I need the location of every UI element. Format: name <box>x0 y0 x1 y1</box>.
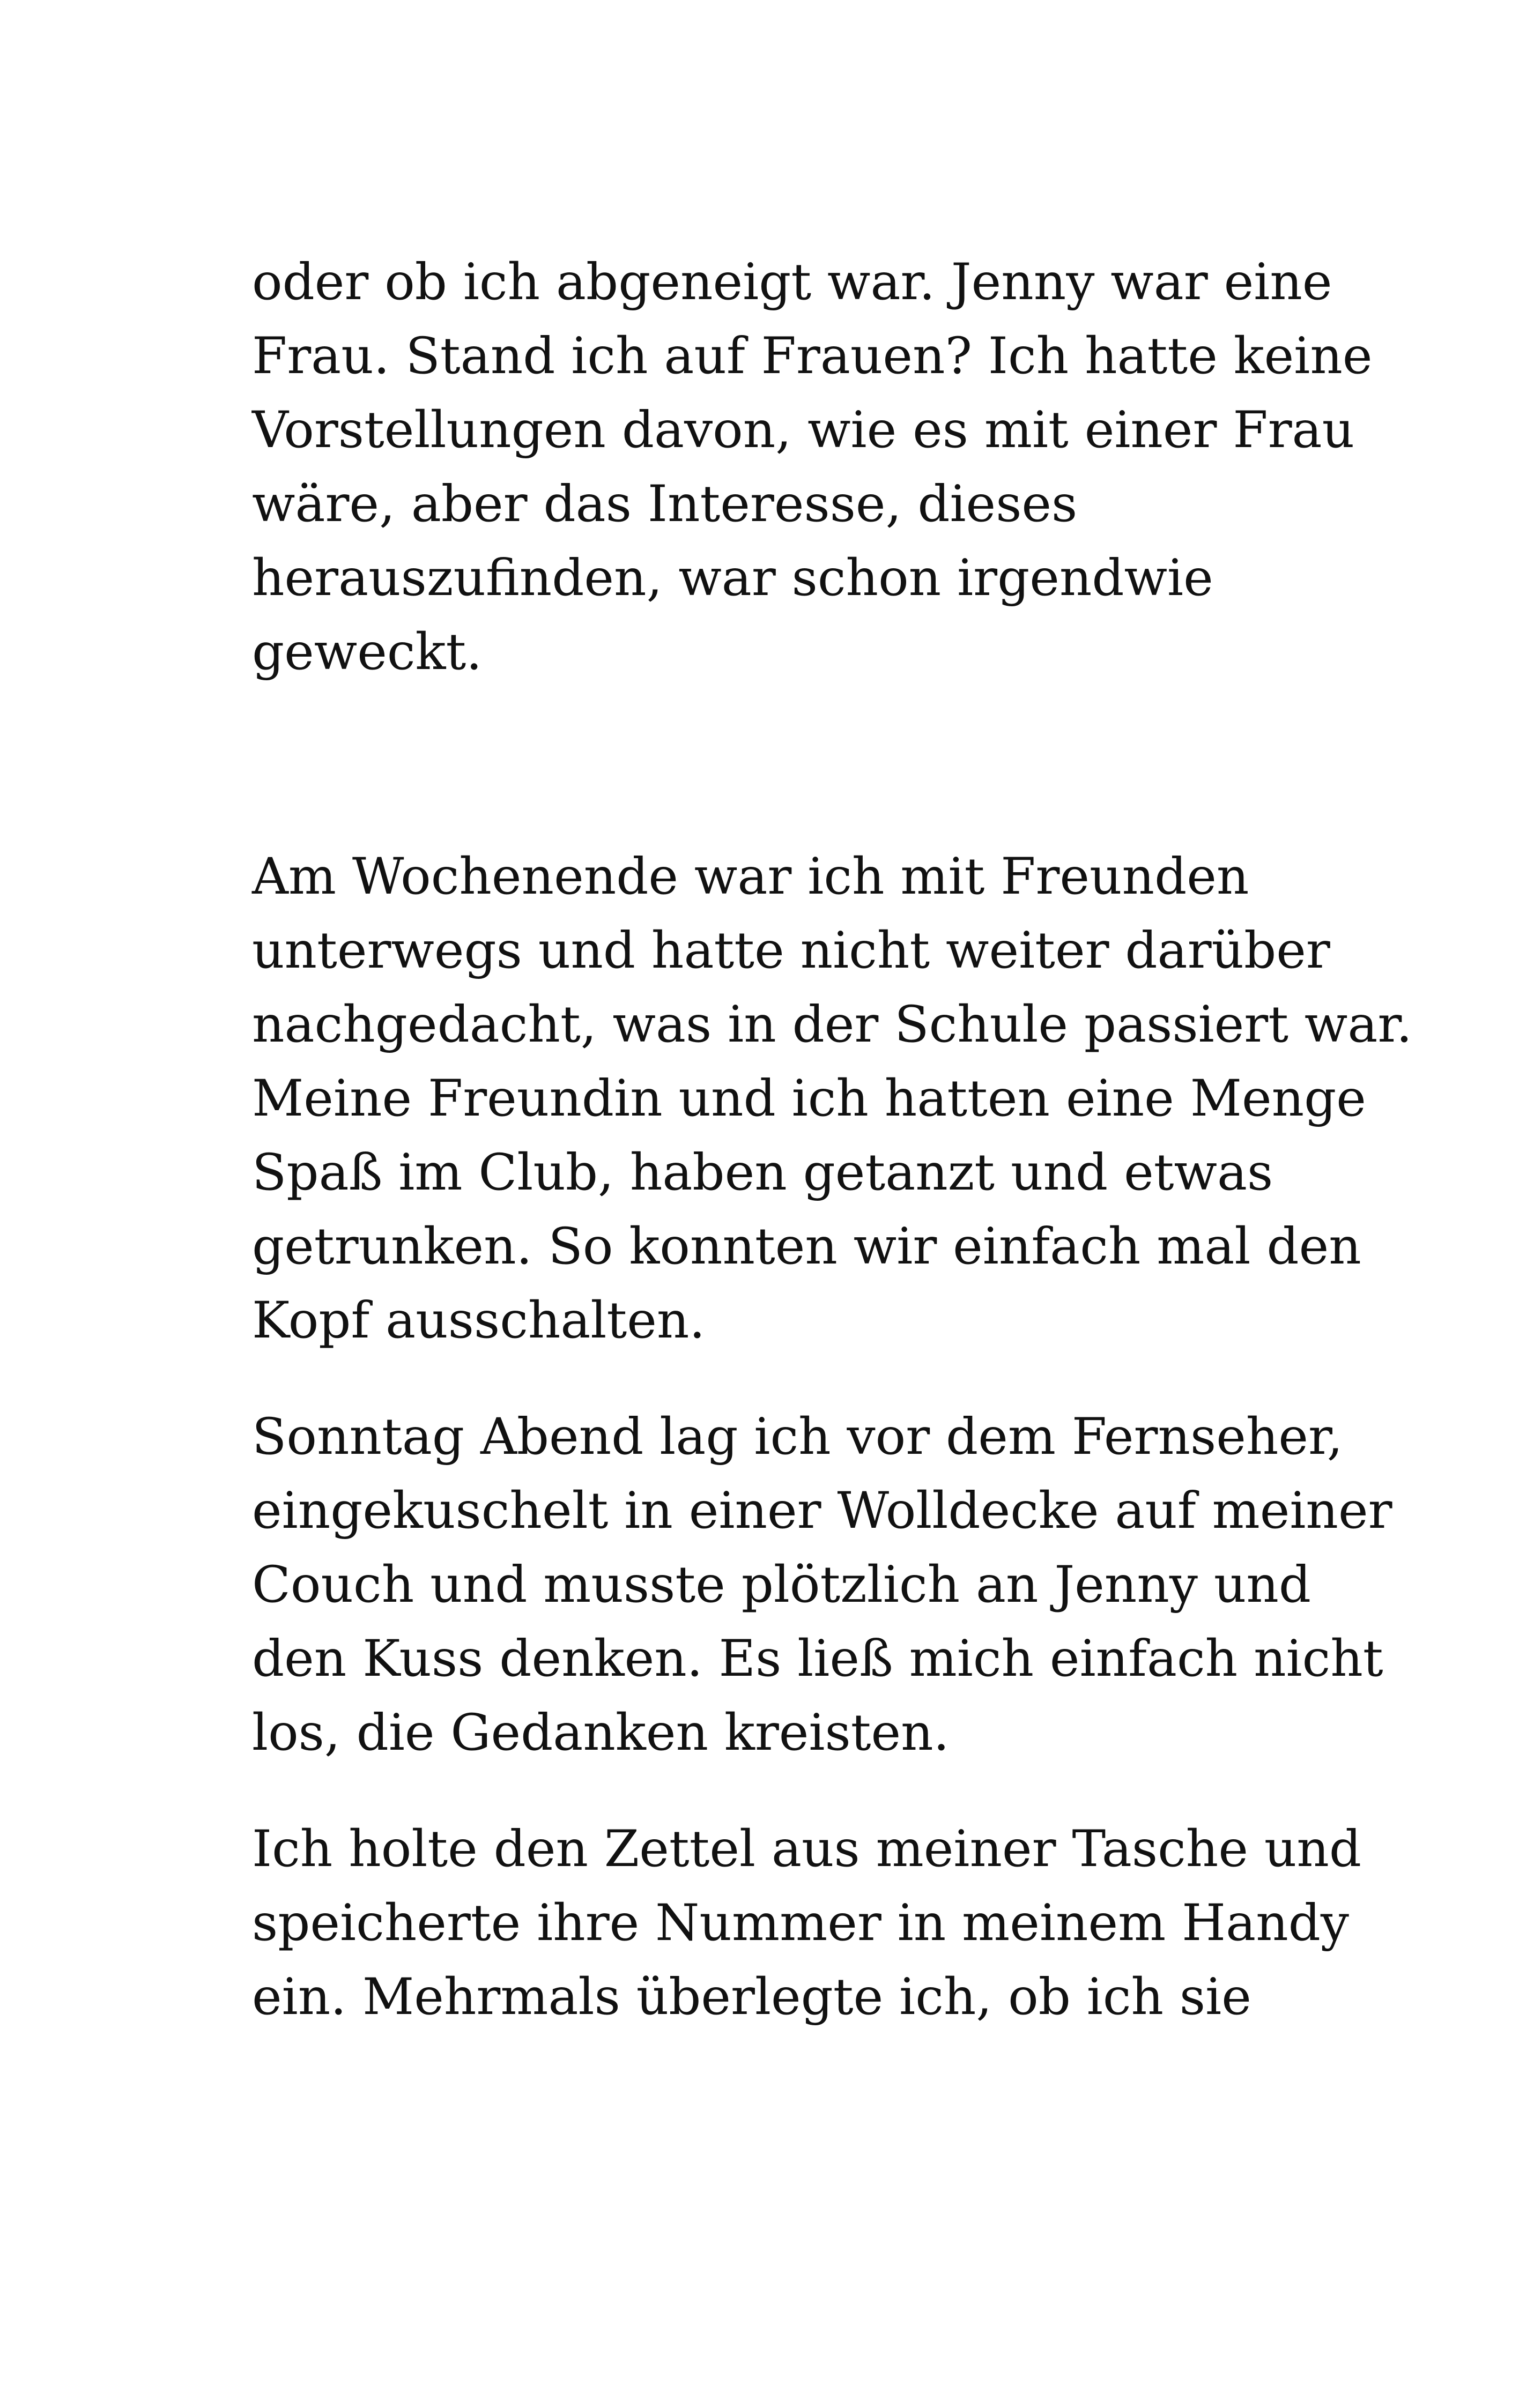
paragraph-1 <box>252 246 1378 689</box>
text-line: ein. Mehrmals überlegte ich, ob ich sie <box>252 1968 1251 2026</box>
text-line: den Kuss denken. Es ließ mich einfach nicht <box>252 1630 1383 1688</box>
paragraph-gap <box>252 1770 1378 1812</box>
text-line: wäre, aber das Interesse, dieses <box>252 475 1078 533</box>
text-line: Meine Freundin und ich hatten eine Menge <box>252 1069 1366 1128</box>
section-break <box>252 689 1378 840</box>
text-line: herauszufinden, war schon irgendwie <box>252 549 1213 607</box>
text-line: Vorstellungen davon, wie es mit einer Frau <box>252 401 1355 459</box>
text-line: Frau. Stand ich auf Frauen? Ich hatte keine <box>252 327 1373 385</box>
paragraph-4 <box>252 1812 1378 2034</box>
text-line: geweckt. <box>252 623 483 681</box>
text-line: nachgedacht, was in der Schule passiert war. <box>252 995 1412 1054</box>
text-line: eingekuschelt in einer Wolldecke auf meiner <box>252 1482 1392 1540</box>
text-line: oder ob ich abgeneigt war. Jenny war eine <box>252 253 1332 311</box>
paragraph-2 <box>252 840 1412 1358</box>
text-line: getrunken. So konnten wir einfach mal den <box>252 1217 1361 1276</box>
text-line: Kopf ausschalten. <box>252 1291 706 1350</box>
text-line: Am Wochenende war ich mit Freunden <box>252 848 1249 906</box>
body-text <box>252 246 1412 2034</box>
text-line: speicherte ihre Nummer in meinem Handy <box>252 1894 1350 1952</box>
text-line: los, die Gedanken kreisten. <box>252 1704 950 1762</box>
text-line: Couch und musste plötzlich an Jenny und <box>252 1556 1311 1614</box>
text-line: Ich holte den Zettel aus meiner Tasche und <box>252 1820 1362 1878</box>
paragraph-gap <box>252 1358 1378 1400</box>
text-line: Spaß im Club, haben getanzt und etwas <box>252 1143 1273 1202</box>
paragraph-3 <box>252 1400 1392 1770</box>
text-line: unterwegs und hatte nicht weiter darüber <box>252 921 1330 980</box>
text-line: Sonntag Abend lag ich vor dem Fernseher, <box>252 1408 1343 1466</box>
